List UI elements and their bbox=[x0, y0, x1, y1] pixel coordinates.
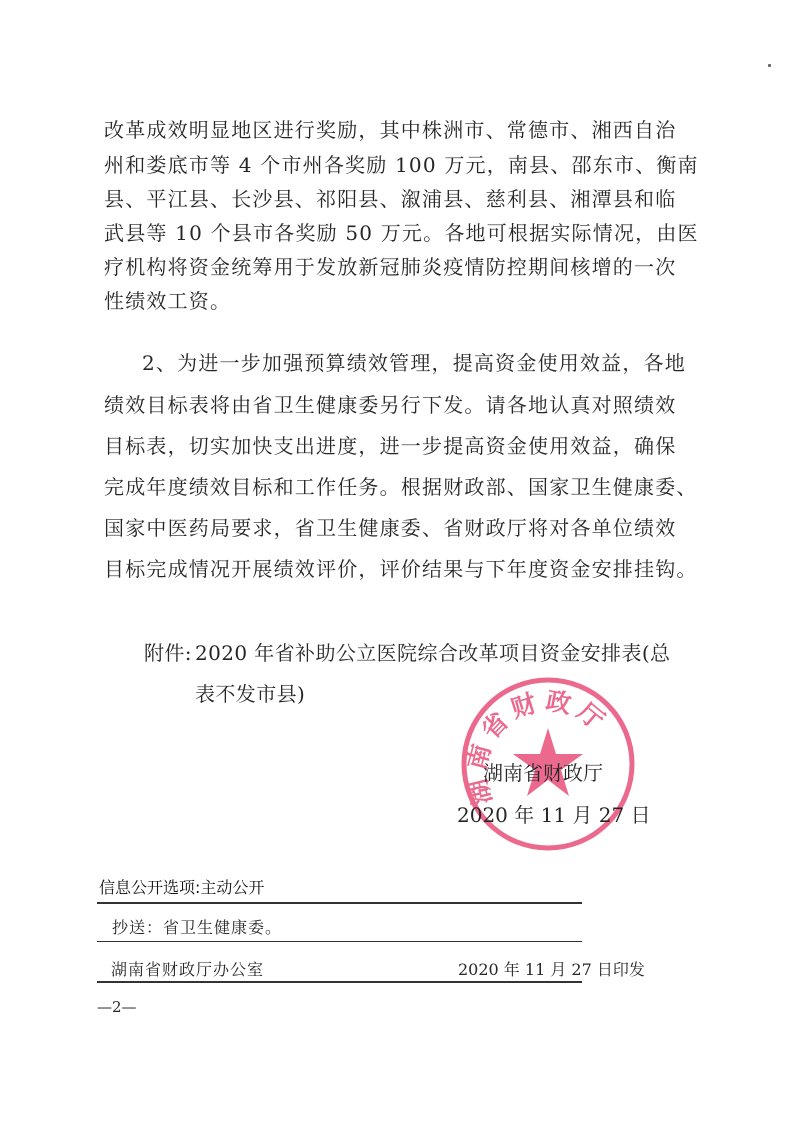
body-line: 目标表，切实加快支出进度，进一步提高资金使用效益，确保 bbox=[104, 434, 677, 458]
attachment-label: 附件: bbox=[144, 641, 192, 665]
body-line: 绩效目标表将由省卫生健康委另行下发。请各地认真对照绩效 bbox=[104, 393, 677, 417]
body-line: 州和娄底市等 4 个市州各奖励 100 万元，南县、邵东市、衡南 bbox=[104, 153, 699, 177]
issuer: 湖南省财政厅办公室 bbox=[111, 960, 265, 979]
body-line: 性绩效工资。 bbox=[104, 289, 232, 313]
signature-org: 湖南省财政厅 bbox=[483, 761, 603, 785]
body-line: 2、为进一步加强预算绩效管理，提高资金使用效益，各地 bbox=[142, 351, 686, 375]
signature-date: 2020 年 11 月 27 日 bbox=[457, 803, 651, 827]
footer-rule-middle bbox=[97, 941, 582, 942]
body-line: 县、平江县、长沙县、祁阳县、溆浦县、慈利县、湘潭县和临 bbox=[104, 187, 677, 211]
disclosure-option: 信息公开选项:主动公开 bbox=[99, 878, 265, 897]
cc-line: 抄送：省卫生健康委。 bbox=[112, 918, 283, 937]
page-number: —2— bbox=[97, 998, 137, 1016]
body-line: 完成年度绩效目标和工作任务。根据财政部、国家卫生健康委、 bbox=[104, 475, 698, 499]
body-line: 疗机构将资金统筹用于发放新冠肺炎疫情防控期间核增的一次 bbox=[104, 255, 677, 279]
scan-speck bbox=[768, 64, 771, 67]
body-line: 国家中医药局要求，省卫生健康委、省财政厅将对各单位绩效 bbox=[104, 516, 677, 540]
body-line: 武县等 10 个县市各奖励 50 万元。各地可根据实际情况，由医 bbox=[104, 221, 699, 245]
footer-rule-bottom bbox=[97, 981, 582, 983]
seal-text: 湖南省财政厅 bbox=[461, 685, 615, 808]
attachment-title-cont: 表不发市县) bbox=[195, 682, 306, 706]
footer-rule-top bbox=[97, 902, 582, 904]
issue-date: 2020 年 11 月 27 日印发 bbox=[458, 960, 645, 979]
attachment-title: 2020 年省补助公立医院综合改革项目资金安排表(总 bbox=[195, 641, 671, 665]
body-line: 改革成效明显地区进行奖励，其中株洲市、常德市、湘西自治 bbox=[104, 118, 677, 142]
body-line: 目标完成情况开展绩效评价，评价结果与下年度资金安排挂钩。 bbox=[104, 557, 698, 581]
